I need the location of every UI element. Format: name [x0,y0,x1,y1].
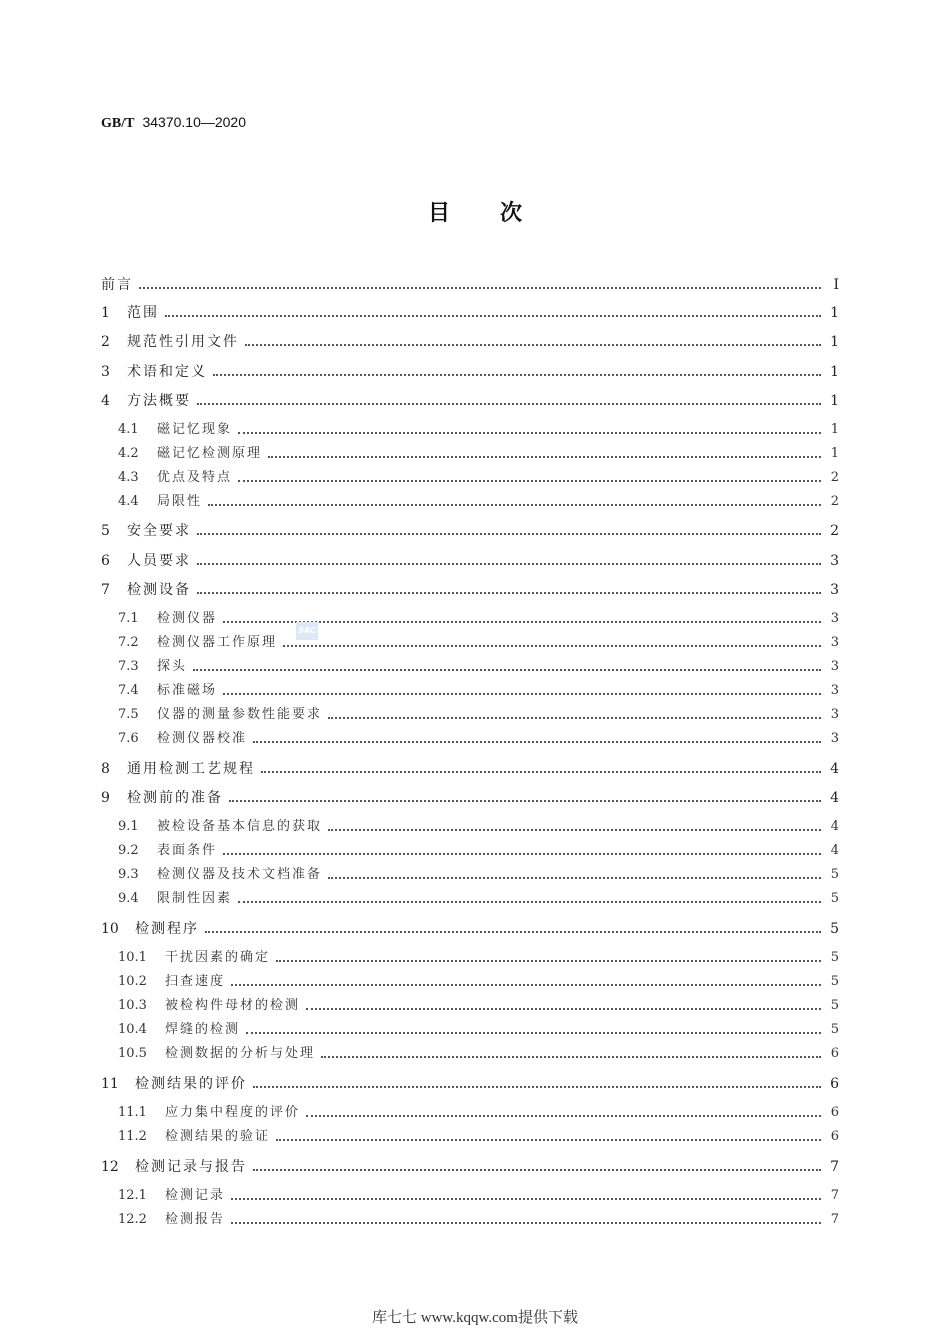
toc-entry-title: 被检设备基本信息的获取 [157,819,323,834]
toc-entry-page: 7 [830,1212,839,1227]
toc-entry[interactable] [101,275,839,295]
toc-entry-title: 检测仪器及技术文档准备 [157,867,323,882]
toc-entry-page: 2 [830,523,839,539]
toc-entry[interactable] [118,705,839,725]
dot-leader [231,1198,821,1200]
toc-entry-number: 4.3 [118,470,139,485]
toc-entry-title: 标准磁场 [157,683,218,698]
dot-leader [223,693,821,695]
toc-entry[interactable] [118,681,839,701]
toc-entry[interactable] [118,996,839,1016]
toc-entry-title: 安全要求 [127,523,191,539]
toc-entry[interactable] [118,633,839,653]
toc-entry[interactable] [118,1103,839,1123]
dot-leader [328,717,821,719]
toc-entry[interactable] [118,1044,839,1064]
toc-entry-number: 7.1 [118,611,139,626]
toc-entry-page: 1 [830,422,839,437]
toc-entry[interactable] [118,444,839,464]
toc-entry[interactable] [118,889,839,909]
dot-leader [229,800,821,802]
toc-entry-number: 12.2 [118,1212,147,1227]
toc-entry-page: 3 [830,659,839,674]
toc-entry-title: 检测报告 [165,1212,226,1227]
toc-entry-title: 检测记录与报告 [135,1159,247,1175]
toc-entry-number: 9.4 [118,891,139,906]
toc-entry[interactable] [118,972,839,992]
toc-entry-page: 1 [830,446,839,461]
toc-entry-page: 4 [830,819,839,834]
dot-leader [238,432,821,434]
toc-entry-title: 磁记忆现象 [157,422,233,437]
toc-entry-number: 9.2 [118,843,139,858]
dot-leader [165,315,821,317]
toc-entry[interactable] [118,1127,839,1147]
toc-entry-title: 优点及特点 [157,470,233,485]
toc-entry-title: 磁记忆检测原理 [157,446,263,461]
toc-entry-title: 人员要求 [127,553,191,569]
dot-leader [238,480,821,482]
toc-entry[interactable] [118,468,839,488]
toc-entry-title: 干扰因素的确定 [165,950,271,965]
toc-entry-title: 检测仪器 [157,611,218,626]
dot-leader [197,592,821,594]
toc-entry-number: 3 [101,364,110,380]
toc-entry-title: 规范性引用文件 [127,334,239,350]
dot-leader [253,1086,821,1088]
toc-entry-title: 范围 [127,305,159,321]
toc-entry-page: 1 [830,305,839,321]
toc-entry-number: 10.4 [118,1022,147,1037]
toc-entry[interactable] [118,817,839,837]
dot-leader [205,931,821,933]
toc-entry-number: 10.1 [118,950,147,965]
toc-entry-page: 5 [830,921,839,937]
toc-entry-number: 4.1 [118,422,139,437]
toc-entry-title: 通用检测工艺规程 [127,761,255,777]
toc-entry-number: 10.3 [118,998,147,1013]
toc-entry-number: 9 [101,790,110,806]
toc-entry-page: 5 [830,950,839,965]
toc-entry-number: 9.3 [118,867,139,882]
dot-leader [276,1139,821,1141]
toc-entry-number: 7.3 [118,659,139,674]
toc-entry-title: 方法概要 [127,393,191,409]
toc-entry-page: 5 [830,867,839,882]
toc-entry-title: 术语和定义 [127,364,207,380]
toc-entry-number: 11 [101,1076,119,1092]
dot-leader [268,456,821,458]
dot-leader [261,771,821,773]
standard-code: 34370.10—2020 [142,114,247,130]
toc-entry[interactable] [118,420,839,440]
toc-entry-title: 被检构件母材的检测 [165,998,301,1013]
toc-entry[interactable] [118,1210,839,1230]
toc-entry[interactable] [118,948,839,968]
standard-number [101,114,246,132]
toc-entry-title: 检测仪器校准 [157,731,248,746]
toc-entry-page: 1 [830,334,839,350]
toc-entry-number: 7.2 [118,635,139,650]
toc-entry[interactable] [118,1020,839,1040]
toc-entry[interactable] [101,332,839,352]
toc-entry-number: 6 [101,553,110,569]
toc-entry[interactable] [101,362,839,382]
toc-entry-page: 2 [830,470,839,485]
toc-entry[interactable] [118,492,839,512]
toc-entry[interactable] [101,1157,839,1177]
toc-entry-number: 5 [101,523,110,539]
toc-entry-page: 3 [830,683,839,698]
dot-leader [197,403,821,405]
sac-watermark: SAC [296,622,318,640]
page-title: 目次 [427,201,572,226]
toc-entry-page: 2 [830,494,839,509]
toc-entry-number: 9.1 [118,819,139,834]
dot-leader [197,533,821,535]
standard-prefix: GB/T [101,116,135,131]
toc-entry-title: 焊缝的检测 [165,1022,241,1037]
toc-entry-page: 4 [830,761,839,777]
toc-entry-page: 1 [830,364,839,380]
toc-entry-page: 5 [830,1022,839,1037]
toc-entry-number: 4 [101,393,110,409]
dot-leader [306,1115,821,1117]
toc-entry[interactable] [101,580,839,600]
toc-entry-page: 6 [830,1076,839,1092]
toc-entry[interactable] [118,729,839,749]
toc-entry[interactable] [118,657,839,677]
toc-entry-number: 11.2 [118,1129,147,1144]
toc-entry-title: 检测前的准备 [127,790,223,806]
toc-entry-page: I [833,277,839,293]
toc-entry[interactable] [101,303,839,323]
toc-entry[interactable] [101,551,839,571]
toc-entry-number: 12.1 [118,1188,147,1203]
toc-entry[interactable] [118,609,839,629]
toc-entry-number: 12 [101,1159,119,1175]
toc-entry-number: 4.4 [118,494,139,509]
toc-entry-title: 扫查速度 [165,974,226,989]
toc-entry-page: 3 [830,635,839,650]
toc-entry-title: 检测设备 [127,582,191,598]
dot-leader [306,1008,821,1010]
toc-entry-number: 10 [101,921,119,937]
toc-entry[interactable] [101,759,839,779]
toc-entry-page: 7 [830,1159,839,1175]
toc-entry[interactable] [101,391,839,411]
toc-entry-page: 5 [830,974,839,989]
toc-entry-number: 7.6 [118,731,139,746]
toc-entry-page: 4 [830,843,839,858]
dot-leader [208,504,821,506]
toc-entry-title: 前言 [101,277,133,293]
toc-entry-number: 11.1 [118,1105,147,1120]
dot-leader [139,287,821,289]
dot-leader [231,1222,821,1224]
toc-entry[interactable] [118,1186,839,1206]
toc-entry-page: 3 [830,707,839,722]
dot-leader [197,563,821,565]
dot-leader [246,1032,821,1034]
dot-leader [213,374,821,376]
dot-leader [253,741,821,743]
toc-entry-page: 6 [830,1046,839,1061]
dot-leader [231,984,821,986]
toc-entry-page: 4 [830,790,839,806]
toc-entry-title: 检测结果的验证 [165,1129,271,1144]
toc-entry-title: 应力集中程度的评价 [165,1105,301,1120]
toc-entry-title: 局限性 [157,494,203,509]
dot-leader [328,877,821,879]
toc-entry-title: 仪器的测量参数性能要求 [157,707,323,722]
dot-leader [328,829,821,831]
dot-leader [193,669,821,671]
toc-entry-title: 检测结果的评价 [135,1076,247,1092]
toc-entry-title: 探头 [157,659,188,674]
dot-leader [253,1169,821,1171]
toc-entry-page: 7 [830,1188,839,1203]
toc-entry[interactable] [101,919,839,939]
toc-entry-number: 7.5 [118,707,139,722]
toc-entry-page: 3 [830,582,839,598]
dot-leader [283,645,821,647]
dot-leader [223,853,821,855]
toc-entry-page: 3 [830,731,839,746]
dot-leader [276,960,821,962]
toc-entry-page: 5 [830,998,839,1013]
toc-entry-title: 检测仪器工作原理 [157,635,278,650]
toc-entry-title: 表面条件 [157,843,218,858]
toc-entry-page: 3 [830,553,839,569]
dot-leader [245,344,821,346]
toc-entry-number: 8 [101,761,110,777]
toc-entry-number: 4.2 [118,446,139,461]
toc-entry[interactable] [118,865,839,885]
dot-leader [321,1056,821,1058]
toc-entry-title: 限制性因素 [157,891,233,906]
toc-entry-title: 检测记录 [165,1188,226,1203]
dot-leader [238,901,821,903]
toc-entry-title: 检测数据的分析与处理 [165,1046,316,1061]
toc-entry-number: 2 [101,334,110,350]
toc-entry-number: 7 [101,582,110,598]
toc-entry-title: 检测程序 [135,921,199,937]
toc-entry-page: 3 [830,611,839,626]
toc-entry[interactable] [101,788,839,808]
toc-entry[interactable] [101,1074,839,1094]
toc-entry[interactable] [118,841,839,861]
toc-entry[interactable] [101,521,839,541]
toc-entry-number: 10.2 [118,974,147,989]
toc-entry-page: 1 [830,393,839,409]
toc-entry-number: 1 [101,305,110,321]
toc-entry-page: 6 [830,1129,839,1144]
footer-download-note: 库七七 www.kqqw.com提供下载 [372,1310,578,1326]
toc-entry-number: 7.4 [118,683,139,698]
toc-entry-page: 6 [830,1105,839,1120]
toc-entry-number: 10.5 [118,1046,147,1061]
toc-entry-page: 5 [830,891,839,906]
